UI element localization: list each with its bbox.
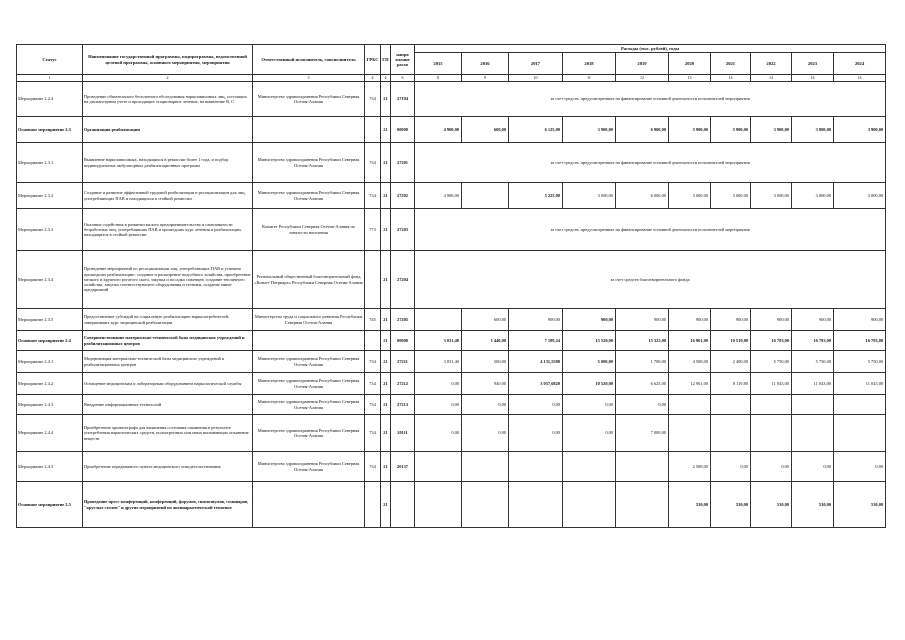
value-cell: 5 000,00 [563,351,616,373]
value-cell: 5 750,00 [834,351,886,373]
value-cell: 8 119,80 [711,373,751,395]
column-number: 1 [17,75,83,82]
gp-cell: 21 [381,373,391,395]
status-cell: Мероприятие 2.2.4 [17,82,83,117]
year-header: 2017 [509,53,563,75]
column-number: 9 [462,75,509,82]
table-row [17,143,886,183]
direction-cell [391,482,415,528]
budget-table-sheet [16,44,886,528]
year-header: 2016 [462,53,509,75]
column-number: 6 [391,75,415,82]
status-cell: Мероприятие 2.3.5 [17,309,83,331]
value-cell [751,415,792,452]
value-cell: 3 057,6820 [509,373,563,395]
value-cell: 1 440,00 [462,331,509,351]
table-row [17,331,886,351]
name-cell: Выявление наркозависимых, находящихся в ремиссии более 1 года, и подбор индивидуальных амбулаторных реабилитационных программ [83,143,253,183]
table-body [17,82,886,528]
direction-cell: 27194 [391,82,415,117]
value-cell [462,482,509,528]
name-cell: Проведение пресс-конференций, конференций, форумов, симпозиумов, семинаров, "круглых столов" и других мероприятий по антинаркотической тематике [83,482,253,528]
column-number: 12 [616,75,669,82]
executor-cell [253,482,365,528]
status-cell: Мероприятие 2.3.3 [17,209,83,251]
table-row [17,452,886,482]
value-cell: 3 000,00 [834,183,886,209]
value-cell: 11 043,00 [792,373,834,395]
gp-cell: 21 [381,415,391,452]
value-cell: 16 793,00 [834,331,886,351]
value-cell: 3 031,40 [415,331,462,351]
direction-cell: 27201 [391,143,415,183]
value-cell: 5 750,00 [751,351,792,373]
status-cell: Основное мероприятие 2.5 [17,482,83,528]
direction-cell: 00000 [391,331,415,351]
executor-cell: Министерство здравоохранения Республики Северная Осетия-Алания [253,351,365,373]
budget-table [16,44,886,528]
value-cell: 6 900,00 [616,117,669,143]
value-cell: 0,00 [751,452,792,482]
executor-cell: Министерство здравоохранения Республики Северная Осетия-Алания [253,395,365,415]
value-cell: 0,00 [462,415,509,452]
value-cell: 11 043,00 [834,373,886,395]
status-cell: Мероприятие 2.4.1 [17,351,83,373]
value-cell: 530,00 [711,482,751,528]
name-cell: Организация реабилитации [83,117,253,143]
funding-note-cell: за счет средств благотворительного фонда [415,251,886,309]
gp-cell: 21 [381,117,391,143]
grbs-cell: 773 [365,209,381,251]
grbs-cell [365,482,381,528]
grbs-cell: 734 [365,143,381,183]
name-cell: Приобретение хроматографа для выявления состояния опьянения в результате употребления наркотических средств, психотропных или иных вызывающих опьянение веществ [83,415,253,452]
value-cell [669,395,711,415]
executor-cell: Министерство здравоохранения Республики Северная Осетия-Алания [253,183,365,209]
value-cell: 530,00 [792,482,834,528]
value-cell: 900,00 [669,309,711,331]
column-number: 8 [415,75,462,82]
value-cell: 10 519,80 [711,331,751,351]
executor-cell: Комитет Республики Северная Осетия-Алания по занятости населения [253,209,365,251]
gp-cell: 21 [381,331,391,351]
column-number: 14 [792,75,834,82]
value-cell: 11 043,00 [751,373,792,395]
table-row [17,251,886,309]
grbs-cell [365,331,381,351]
value-cell: 4 900,00 [415,183,462,209]
value-cell [616,482,669,528]
executor-cell [253,117,365,143]
year-header: 2018 [563,53,616,75]
value-cell [669,415,711,452]
value-cell [834,395,886,415]
value-cell: 3 900,00 [834,117,886,143]
value-cell: 7 000,00 [616,415,669,452]
name-cell: Предоставление субсидий на социальную реабилитацию наркопотребителей, завершивших курс медицинской реабилитации [83,309,253,331]
grbs-cell: 734 [365,415,381,452]
year-header: 2024 [834,53,886,75]
year-header: 2015 [415,53,462,75]
direction-cell: 20111 [391,415,415,452]
value-cell [415,452,462,482]
value-cell [563,452,616,482]
executor-cell [253,331,365,351]
direction-cell: 27205 [391,309,415,331]
value-cell: 3 900,00 [669,117,711,143]
funding-note-cell: за счет средств, предусмотренных на финансирование основной деятельности исполнителей мероприятия [415,209,886,251]
column-number: 14 [711,75,751,82]
name-cell: Оснащение медицинским и лабораторным оборудованием наркологической службы [83,373,253,395]
executor-cell: Региональный общественный благотворительный фонд «Ковчег-Патриарх» Республики Северная Осетия-Алания [253,251,365,309]
value-cell: 6 125,00 [509,117,563,143]
value-cell: 0,00 [462,395,509,415]
value-cell: 3 900,00 [563,117,616,143]
grbs-cell: 734 [365,395,381,415]
gp-cell: 21 [381,482,391,528]
gp-cell: 21 [381,82,391,117]
value-cell [792,395,834,415]
gp-cell: 21 [381,183,391,209]
grbs-cell: 734 [365,351,381,373]
executor-cell: Министерство здравоохранения Республики Северная Осетия-Алания [253,452,365,482]
status-cell: Мероприятие 2.4.3 [17,395,83,415]
value-cell: 16 961,00 [669,331,711,351]
value-cell: 0,00 [792,452,834,482]
grbs-cell: 745 [365,309,381,331]
status-header: Статус [17,45,83,75]
table-row [17,373,886,395]
value-cell: 3 900,00 [751,117,792,143]
value-cell: 16 793,00 [751,331,792,351]
value-cell [415,309,462,331]
value-cell: 0,00 [563,395,616,415]
name-cell: Приобретение передвижного пункта медицинского освидетельствования [83,452,253,482]
name-cell: Проведение обязательного бесплатного обследования наркозависимых лиц, состоящих на диспансерном учете и проходящих стационарное лечение, на выявление В, С [83,82,253,117]
executor-cell: Министерство здравоохранения Республики Северная Осетия-Алания [253,373,365,395]
column-number: 14 [751,75,792,82]
value-cell: 3 900,00 [792,117,834,143]
value-cell: 600,00 [462,117,509,143]
status-cell: Мероприятие 2.4.4 [17,415,83,452]
value-cell [462,452,509,482]
name-cell: Оказание содействия в развитии малого предпринимательства и самозанятости безработных лиц, употреблявших ПАВ и прошедших курс лечения и реабилитации, находящихся в стойкой ремиссии [83,209,253,251]
value-cell: 2 400,00 [711,351,751,373]
grbs-cell [365,117,381,143]
value-cell: 3 000,00 [669,183,711,209]
value-cell [751,395,792,415]
year-header: 2023 [792,53,834,75]
grbs-header: ГРБС [365,45,381,75]
gp-cell: 21 [381,143,391,183]
value-cell [509,452,563,482]
name-cell: Внедрение информационных технологий [83,395,253,415]
direction-cell: 00000 [391,117,415,143]
value-cell [711,395,751,415]
direction-cell: 27203 [391,209,415,251]
value-cell: 940,00 [462,373,509,395]
grbs-cell: 734 [365,183,381,209]
table-row [17,117,886,143]
name-cell: Создание и развитие эффективной трудовой реабилитации и ресоциализации для лиц, употребляющих ПАВ и находящихся в стойкой ремиссии [83,183,253,209]
value-cell: 900,00 [792,309,834,331]
name-header: Наименование государственной программы, подпрограммы, ведомственной целевой программы, основного мероприятия, мероприятия [83,45,253,75]
status-cell: Основное мероприятие 2.4 [17,331,83,351]
gp-cell: 21 [381,452,391,482]
value-cell [711,415,751,452]
value-cell: 4 500,00 [669,351,711,373]
value-cell: 530,00 [669,482,711,528]
table-row [17,351,886,373]
table-row [17,395,886,415]
year-header: 2022 [751,53,792,75]
value-cell: 530,00 [751,482,792,528]
direction-cell: 27213 [391,395,415,415]
value-cell: 0,00 [616,395,669,415]
table-row [17,183,886,209]
funding-note-cell: за счет средств, предусмотренных на финансирование основной деятельности исполнителей мероприятия [415,82,886,117]
name-cell: Модернизация материально-технической базы медицинских учреждений и реабилитационных центров [83,351,253,373]
value-cell: 3 000,00 [563,183,616,209]
value-cell: 900,00 [509,309,563,331]
year-header: 2019 [616,53,669,75]
gp-cell: 21 [381,351,391,373]
value-cell: 0,00 [563,415,616,452]
value-cell: 16 793,00 [792,331,834,351]
grbs-cell [365,251,381,309]
column-number: 10 [509,75,563,82]
grbs-cell: 734 [365,82,381,117]
value-cell: 2 500,00 [669,452,711,482]
value-cell: 900,00 [563,309,616,331]
executor-cell: Министерство здравоохранения Республики Северная Осетия-Алания [253,415,365,452]
direction-cell: 27202 [391,183,415,209]
value-cell: 0,00 [834,452,886,482]
value-cell: 900,00 [834,309,886,331]
value-cell: 900,00 [711,309,751,331]
executor-header: Ответственный исполнитель, соисполнитель [253,45,365,75]
value-cell: 3 900,00 [711,117,751,143]
year-header: 2020 [669,53,711,75]
direction-cell: 20137 [391,452,415,482]
value-cell: 530,00 [834,482,886,528]
value-cell [563,482,616,528]
value-cell: 3 031,40 [415,351,462,373]
value-cell: 6 625,00 [616,373,669,395]
value-cell: 900,00 [751,309,792,331]
table-row [17,482,886,528]
status-cell: Мероприятие 2.4.5 [17,452,83,482]
column-numbers-row [17,75,886,82]
value-cell [462,183,509,209]
value-cell [792,415,834,452]
gp-cell: 21 [381,209,391,251]
value-cell: 0,00 [415,415,462,452]
value-cell: 500,00 [462,351,509,373]
column-number: 4 [365,75,381,82]
value-cell: 0,00 [509,395,563,415]
gp-cell: 21 [381,309,391,331]
expenses-header: Расходы (тыс. рублей), годы [415,45,886,53]
table-row [17,82,886,117]
column-number: 13 [669,75,711,82]
grbs-cell: 734 [365,373,381,395]
value-cell: 1 700,00 [616,351,669,373]
value-cell: 12 961,00 [669,373,711,395]
value-cell: 0,00 [711,452,751,482]
value-cell [616,452,669,482]
executor-cell: Министерство здравоохранения Республики Северная Осетия-Алания [253,82,365,117]
value-cell: 0,00 [415,395,462,415]
direction-cell: 27204 [391,251,415,309]
table-row [17,309,886,331]
column-number: 11 [563,75,616,82]
column-number: 3 [253,75,365,82]
value-cell: 15 325,00 [616,331,669,351]
gp-cell: 21 [381,395,391,415]
value-cell: 900,00 [616,309,669,331]
value-cell [834,415,886,452]
status-cell: Мероприятие 2.3.1 [17,143,83,183]
year-header: 2021 [711,53,751,75]
value-cell: 0,00 [509,415,563,452]
value-cell: 5 225,00 [509,183,563,209]
name-cell: Совершенствование материально-технической базы медицинских учреждений и реабилитационных центров [83,331,253,351]
direction-header: напра вление расхо [391,45,415,75]
column-number: 2 [83,75,253,82]
direction-cell: 27212 [391,373,415,395]
value-cell: 3 000,00 [751,183,792,209]
table-row [17,415,886,452]
gp-header: ГП [381,45,391,75]
status-cell: Основное мероприятие 2.3 [17,117,83,143]
name-cell: Проведение мероприятий по ресоциализации лиц, употребляющих ПАВ и успешно прошедших реабилитацию: создание и расширение подсобного хозяйства, приобретение мелкого и крупного рогатого скота, закупка и посадка саженцев, создание тепличного хозяйства, закупка соответствующего оборудования и техники, создание мини-предприятий [83,251,253,309]
value-cell: 600,00 [462,309,509,331]
grbs-cell: 734 [365,452,381,482]
value-cell: 6 000,00 [616,183,669,209]
value-cell: 4 900,00 [415,117,462,143]
value-cell: 3 000,00 [711,183,751,209]
value-cell: 15 520,00 [563,331,616,351]
gp-cell: 21 [381,251,391,309]
status-cell: Мероприятие 2.3.4 [17,251,83,309]
value-cell [415,482,462,528]
direction-cell: 27211 [391,351,415,373]
value-cell: 0,00 [415,373,462,395]
status-cell: Мероприятие 2.3.2 [17,183,83,209]
column-number: 14 [834,75,886,82]
value-cell: 3 000,00 [792,183,834,209]
value-cell: 5 750,00 [792,351,834,373]
status-cell: Мероприятие 2.4.2 [17,373,83,395]
value-cell: 10 520,00 [563,373,616,395]
value-cell: 7 189,24 [509,331,563,351]
table-row [17,209,886,251]
executor-cell: Министерство здравоохранения Республики Северная Осетия-Алания [253,143,365,183]
value-cell [509,482,563,528]
funding-note-cell: за счет средств, предусмотренных на финансирование основной деятельности исполнителей мероприятия [415,143,886,183]
executor-cell: Министерство труда и социального развития Республики Северная Осетия-Алания [253,309,365,331]
value-cell: 4 131,5580 [509,351,563,373]
column-number: 4 [381,75,391,82]
